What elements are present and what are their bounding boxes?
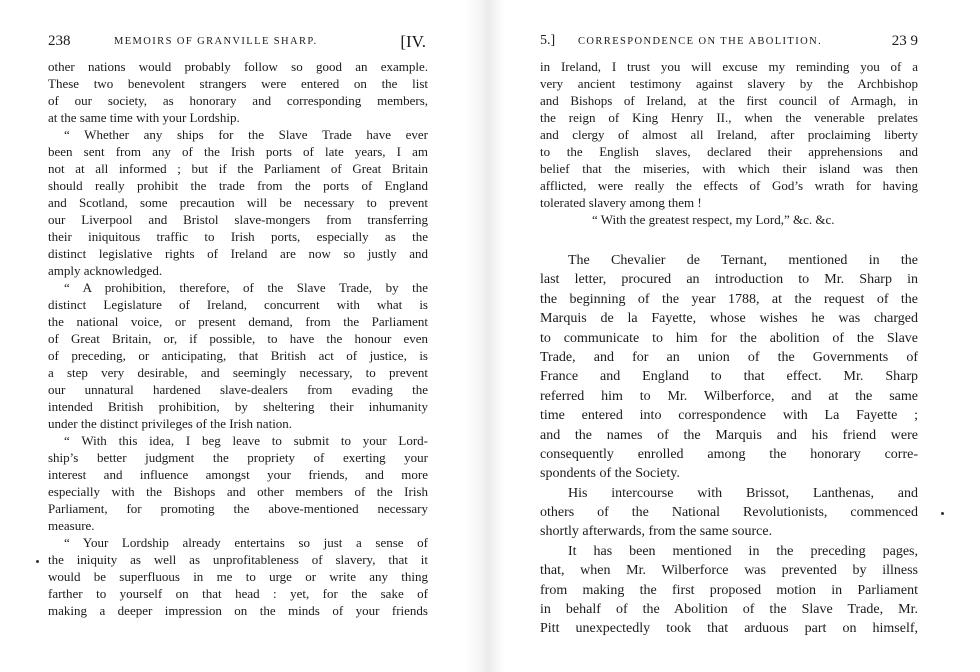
left-page bbox=[48, 0, 428, 672]
text-line: the beginning of the year 1788, at the request of the bbox=[540, 291, 918, 307]
text-line: making a deeper impression on the minds of your friends bbox=[48, 603, 428, 618]
text-line: Parliament, for promoting the above-mentioned necessary bbox=[48, 501, 428, 516]
text-line: “ Your Lordship already entertains so just a sense of bbox=[64, 535, 428, 550]
text-line: that, when Mr. Wilberforce was prevented by illness bbox=[540, 563, 918, 579]
text-line: the reign of King Henry II., when the venerable prelates bbox=[540, 110, 918, 125]
text-line: a step very desirable, and seemingly necessary, to prevent bbox=[48, 365, 428, 380]
text-line: not at all informed ; but if the Parliament of Great Britain bbox=[48, 161, 428, 176]
text-line: It has been mentioned in the preceding pages, bbox=[568, 543, 918, 559]
text-line: measure. bbox=[48, 518, 95, 533]
text-line: and clergy of almost all Ireland, after proclaiming liberty bbox=[540, 127, 918, 142]
text-line: in behalf of the Abolition of the Slave Trade, Mr. bbox=[540, 602, 918, 618]
text-line: of our society, as honorary and corresponding members, bbox=[48, 93, 428, 108]
text-line: our unnatural hardened slave-dealers from evading the bbox=[48, 382, 428, 397]
text-line: shortly afterwards, from the same source. bbox=[540, 524, 773, 540]
text-line: These two benevolent strangers were entered on the list bbox=[48, 76, 428, 91]
right-letter-text bbox=[540, 58, 918, 228]
text-line: other nations would probably follow so good an example. bbox=[48, 59, 428, 74]
right-page-number: 23 9 bbox=[891, 33, 918, 49]
text-line: belief that the miseries, with which their island was then bbox=[540, 161, 918, 176]
book-gutter bbox=[466, 0, 506, 672]
right-body-text bbox=[540, 251, 918, 639]
text-line: His intercourse with Brissot, Lanthenas, and bbox=[568, 485, 918, 501]
text-line: France and England to that effect. Mr. Sharp bbox=[540, 369, 918, 385]
text-line: spondents of the Society. bbox=[540, 466, 680, 482]
text-line: “ With the greatest respect, my Lord,” &c. &c. bbox=[592, 212, 835, 227]
text-line: the iniquity as well as unprofitableness of slavery, that it bbox=[48, 552, 428, 567]
text-line: very ancient testimony against slavery by the Archbishop bbox=[540, 76, 918, 91]
text-line: would be superfluous in me to urge or write any thing bbox=[48, 569, 428, 584]
right-page bbox=[540, 0, 918, 672]
text-line: our Liverpool and Bristol slave-mongers from transferring bbox=[48, 212, 428, 227]
text-line: to communicate to him for the abolition of the Slave bbox=[540, 330, 918, 346]
text-line: Marquis de la Fayette, whose wishes he was charged bbox=[540, 311, 918, 327]
text-line: ship’s better judgment the propriety of exerting your bbox=[48, 450, 428, 465]
left-page-number: 238 bbox=[48, 33, 71, 49]
text-line: interest and influence amongst your friends, and more bbox=[48, 467, 428, 482]
text-line: and the names of the Marquis and his friend were bbox=[540, 427, 918, 443]
text-line: amply acknowledged. bbox=[48, 263, 163, 278]
speck-mark bbox=[941, 512, 944, 515]
text-line: in Ireland, I trust you will excuse my reminding you of a bbox=[540, 59, 918, 74]
left-page-text bbox=[48, 58, 428, 619]
text-line: to the English slaves, declared their apprehensions and bbox=[540, 144, 918, 159]
text-line: The Chevalier de Ternant, mentioned in the bbox=[568, 253, 918, 268]
text-line: been sent from any of the Irish ports of late years, I am bbox=[48, 144, 428, 159]
speck-mark bbox=[36, 560, 39, 563]
text-line: intended British prohibition, by sheltering their inhumanity bbox=[48, 399, 428, 414]
text-line: distinct Legislature of Ireland, concurrent with what is bbox=[48, 297, 428, 312]
text-line: and Bishops of Ireland, at the first council of Armagh, in bbox=[540, 93, 918, 108]
text-line: under the distinct privileges of the Irish nation. bbox=[48, 416, 293, 431]
right-page-header bbox=[540, 33, 918, 53]
text-line: at the same time with your Lordship. bbox=[48, 110, 240, 125]
text-line: from making the first proposed motion in Parliament bbox=[540, 582, 918, 598]
text-line: consequently enrolled among the honorary corre- bbox=[540, 446, 918, 462]
text-line: last letter, procured an introduction to Mr. Sharp in bbox=[540, 272, 918, 288]
text-line: especially with the Bishops and other members of the Irish bbox=[48, 484, 428, 499]
text-line: “ With this idea, I beg leave to submit to your Lord- bbox=[64, 433, 428, 448]
text-line: afflicted, were really the effects of God’s wrath for having bbox=[540, 178, 918, 193]
left-running-head: MEMOIRS OF GRANVILLE SHARP. bbox=[114, 36, 318, 47]
left-page-header bbox=[48, 33, 428, 53]
text-line: their iniquitous traffic to Irish ports, especially as the bbox=[48, 229, 428, 244]
left-chapter-mark: [IV. bbox=[400, 32, 426, 51]
text-line: “ Whether any ships for the Slave Trade have ever bbox=[64, 127, 428, 142]
text-line: should really prohibit the trade from the ports of England bbox=[48, 178, 428, 193]
text-line: distinct legislative rights of Ireland are now so justly and bbox=[48, 246, 428, 261]
right-running-head: CORRESPONDENCE ON THE ABOLITION. bbox=[578, 36, 823, 47]
text-line: Trade, and for an union of the Governments of bbox=[540, 349, 918, 365]
text-line: and Scotland, some precaution will be necessary to prevent bbox=[48, 195, 428, 210]
text-line: farther to yourself on that head : yet, for the sake of bbox=[48, 586, 428, 601]
text-line: time entered into correspondence with La Fayette ; bbox=[540, 408, 918, 424]
text-line: referred him to Mr. Wilberforce, and at the same bbox=[540, 388, 918, 404]
text-line: of Great Britain, or, if possible, to have the honour even bbox=[48, 331, 428, 346]
text-line: the national voice, or present demand, from the Parliament bbox=[48, 314, 428, 329]
text-line: others of the National Revolutionists, commenced bbox=[540, 505, 918, 521]
right-chapter-mark: 5.] bbox=[540, 33, 556, 48]
text-line: “ A prohibition, therefore, of the Slave Trade, by the bbox=[64, 280, 428, 295]
text-line: of preceding, or anticipating, that British act of justice, is bbox=[48, 348, 428, 363]
text-line: Pitt unexpectedly took that arduous part on himself, bbox=[540, 621, 918, 637]
text-line: tolerated slavery among them ! bbox=[540, 195, 702, 210]
